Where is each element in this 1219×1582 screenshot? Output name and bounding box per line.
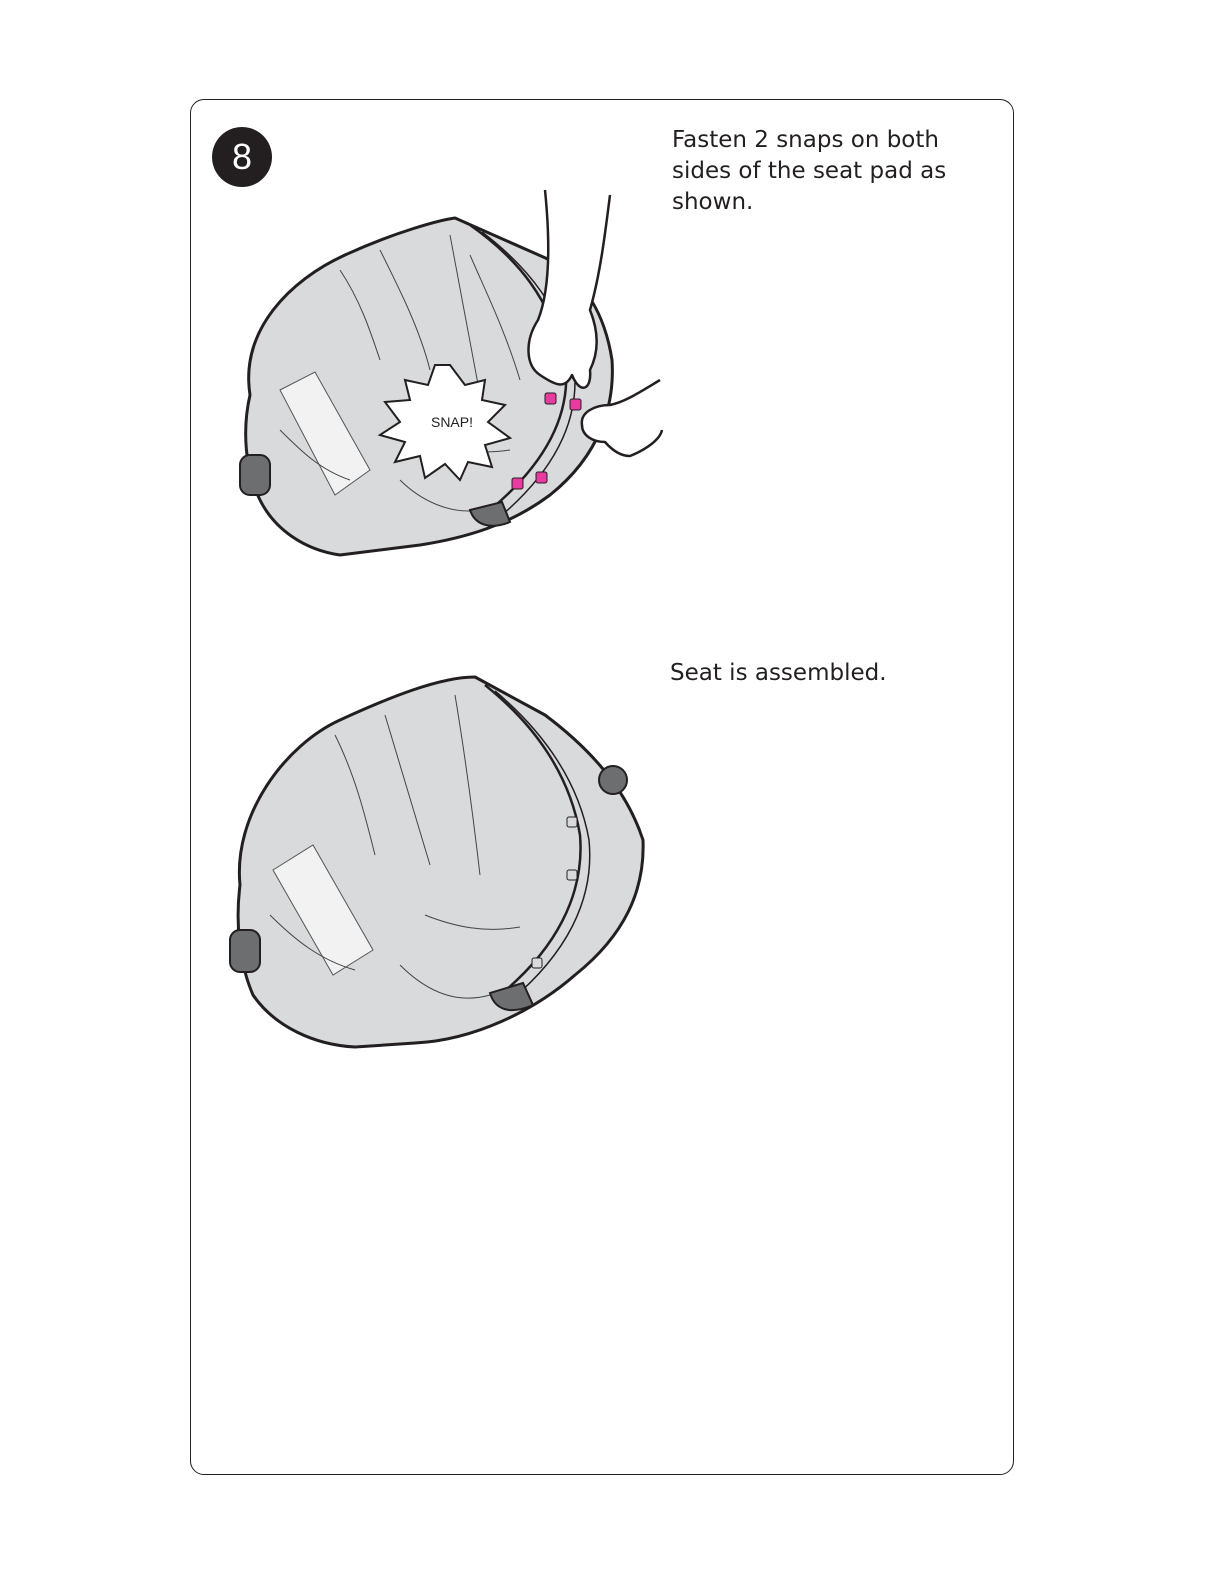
seat-handle-left: [240, 455, 270, 495]
snap-burst-text: SNAP!: [430, 414, 474, 430]
seat-pad-snapping-illustration: [220, 180, 670, 570]
instruction-seat-assembled: Seat is assembled.: [670, 660, 887, 686]
seat-assembled-illustration: [215, 665, 665, 1055]
step-number-badge: 8: [212, 127, 272, 187]
seat-knob-right: [599, 766, 627, 794]
instruction-fasten-snaps: Fasten 2 snaps on both sides of the seat pad as shown.: [672, 127, 947, 215]
seat-handle-left: [230, 930, 260, 972]
